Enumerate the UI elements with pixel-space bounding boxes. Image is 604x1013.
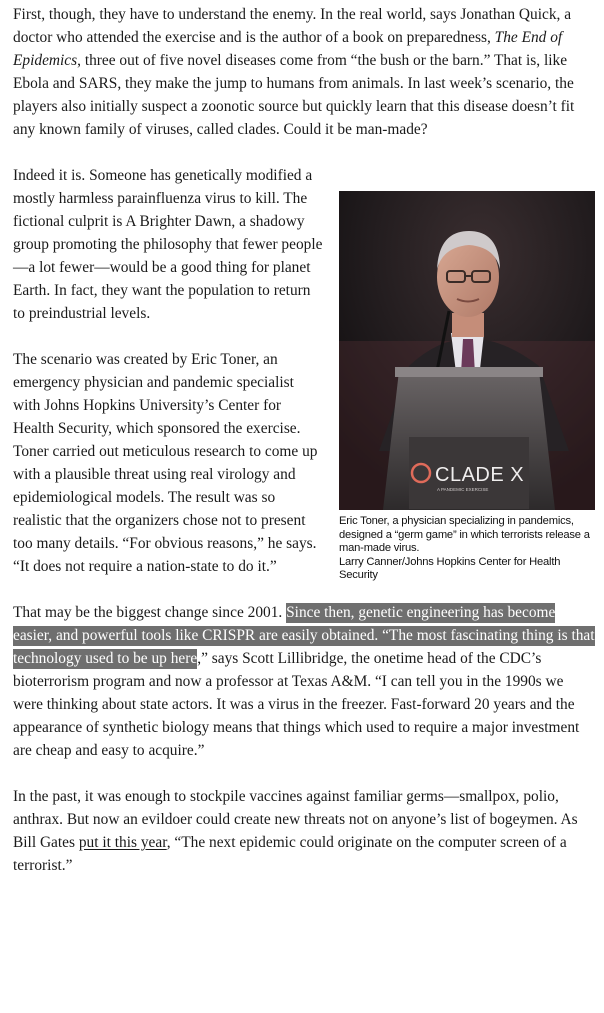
podium-sign-brand: CLADE X — [435, 464, 525, 486]
podium-sign-subtitle: A PANDEMIC EXERCISE — [437, 487, 489, 492]
paragraph-4-text-a: That may be the biggest change since 2001. — [13, 604, 287, 621]
paragraph-1 — [13, 3, 595, 141]
paragraph-5 — [13, 785, 595, 877]
book-title: The End of Epidemics — [13, 29, 563, 69]
figure-caption — [339, 515, 595, 583]
article-body — [13, 3, 595, 900]
paragraph-4 — [13, 601, 595, 762]
photo-speaker-at-podium[interactable] — [339, 191, 595, 510]
paragraph-4-text-b: ,” says Scott Lillibridge, the onetime head of the CDC’s bioterrorism program and now a professor at Texas A&M. “I can tell you in the 1990s we were thinking about state actors. It was a virus in the freezer. Fast-forward 20 years and the appearance of synthetic biology means that things which used to require a major investment are cheap and easy to acquire.” — [13, 650, 580, 759]
photo-credit: Larry Canner/Johns Hopkins Center for Health Security — [339, 555, 561, 582]
paragraph-1-text-a: First, though, they have to understand the enemy. In the real world, says Jonathan Quick, a doctor who attended the exercise and is the author of a book on preparedness, — [13, 6, 572, 46]
paragraph-3: The scenario was created by Eric Toner, an emergency physician and pandemic specialist with Johns Hopkins University’s Center for Health Security, which sponsored the exercise. Toner carried out meticulous research to come up with a plausible threat using real virology and epidemiological models. The result was so realistic that the organizers chose not to present too many details. “For obvious reasons,” he says. “It does not require a nation-state to do it.” — [13, 351, 318, 575]
paragraph-5-text-a: In the past, it was enough to stockpile vaccines against familiar germs—smallpox, polio, anthrax. But now an evildoer could create new threats not on anyone’s list of bogeymen. As Bill Gates — [13, 788, 578, 851]
caption-text: Eric Toner, a physician specializing in pandemics, designed a “germ game” in which terrorists release a man-made virus. — [339, 515, 590, 555]
paragraph-2: Indeed it is. Someone has genetically modified a mostly harmless parainfluenza virus to kill. The fictional culprit is A Brighter Dawn, a shadowy group promoting the philosophy that fewer people—a lot fewer—would be a good thing for planet Earth. In fact, they want the population to return to preindustrial levels. — [13, 167, 323, 322]
article-figure — [339, 191, 595, 583]
put-it-this-year-link[interactable]: put it this year — [78, 834, 167, 851]
paragraph-5-text-b: , “The next epidemic could originate on the computer screen of a terrorist.” — [13, 834, 567, 874]
paragraph-1-text-b: , three out of five novel diseases come from “the bush or the barn.” That is, like Ebola and SARS, they make the jump to humans from animals. In last week’s scenario, the players also initially suspect a zoonotic source but quickly learn that this disease doesn’t fit any known family of viruses, called clades. Could it be man-made? — [13, 52, 575, 138]
highlighted-text[interactable]: Since then, genetic engineering has become easier, and powerful tools like CRISPR are easily obtained. “The most fascinating thing is that technology used to be up here — [13, 604, 595, 667]
